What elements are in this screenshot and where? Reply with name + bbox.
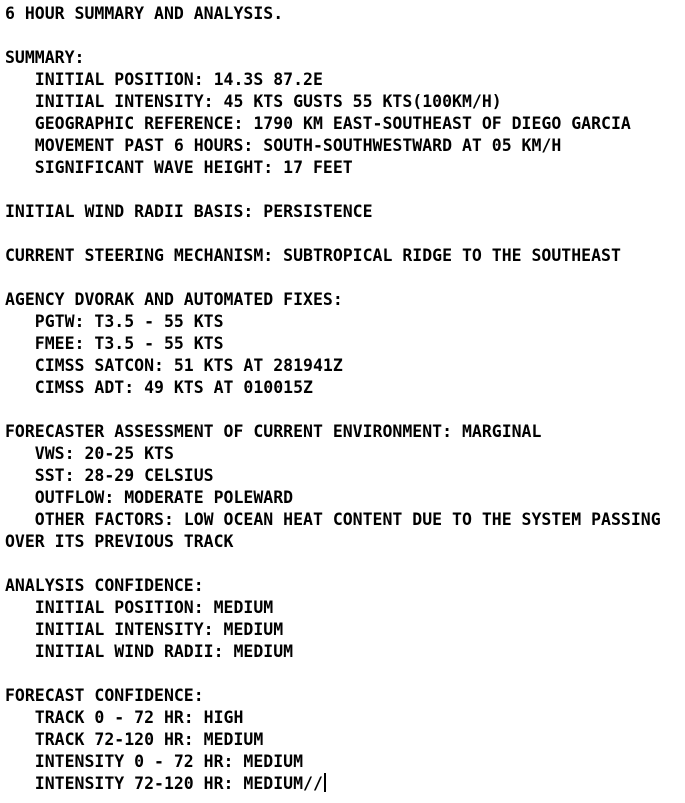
text-line: INITIAL POSITION: 14.3S 87.2E bbox=[5, 70, 323, 89]
text-caret bbox=[324, 773, 326, 792]
text-line: TRACK 0 - 72 HR: HIGH bbox=[5, 708, 244, 727]
text-line: CIMSS SATCON: 51 KTS AT 281941Z bbox=[5, 356, 343, 375]
text-line: CIMSS ADT: 49 KTS AT 010015Z bbox=[5, 378, 313, 397]
text-line: VWS: 20-25 KTS bbox=[5, 444, 174, 463]
text-line: CURRENT STEERING MECHANISM: SUBTROPICAL RIDGE TO THE SOUTHEAST bbox=[5, 246, 621, 265]
text-line: SIGNIFICANT WAVE HEIGHT: 17 FEET bbox=[5, 158, 353, 177]
text-line: SUMMARY: bbox=[5, 48, 85, 67]
text-line: INTENSITY 72-120 HR: MEDIUM// bbox=[5, 773, 680, 795]
section-header bbox=[5, 3, 680, 25]
section-environment-assessment bbox=[5, 421, 680, 553]
text-line: OTHER FACTORS: LOW OCEAN HEAT CONTENT DUE TO THE SYSTEM PASSING bbox=[5, 510, 661, 529]
text-line: MOVEMENT PAST 6 HOURS: SOUTH-SOUTHWESTWARD AT 05 KM/H bbox=[5, 136, 562, 155]
text-line: INTENSITY 0 - 72 HR: MEDIUM bbox=[5, 752, 304, 771]
text-line: OVER ITS PREVIOUS TRACK bbox=[5, 532, 234, 551]
text-line: INITIAL WIND RADII BASIS: PERSISTENCE bbox=[5, 202, 373, 221]
section-summary bbox=[5, 47, 680, 179]
text-line: 6 HOUR SUMMARY AND ANALYSIS. bbox=[5, 4, 284, 23]
text-line: FMEE: T3.5 - 55 KTS bbox=[5, 334, 224, 353]
section-agency-fixes bbox=[5, 289, 680, 399]
text-line: GEOGRAPHIC REFERENCE: 1790 KM EAST-SOUTHEAST OF DIEGO GARCIA bbox=[5, 114, 631, 133]
text-line: INITIAL POSITION: MEDIUM bbox=[5, 598, 274, 617]
text-line: SST: 28-29 CELSIUS bbox=[5, 466, 214, 485]
text-line: INITIAL INTENSITY: MEDIUM bbox=[5, 620, 284, 639]
text-line: OUTFLOW: MODERATE POLEWARD bbox=[5, 488, 294, 507]
text-line: INITIAL INTENSITY: 45 KTS GUSTS 55 KTS(100KM/H) bbox=[5, 92, 502, 111]
text-line: ANALYSIS CONFIDENCE: bbox=[5, 576, 204, 595]
text-line: INITIAL WIND RADII: MEDIUM bbox=[5, 642, 294, 661]
section-steering-mechanism bbox=[5, 245, 680, 267]
section-wind-radii-basis bbox=[5, 201, 680, 223]
text-line: AGENCY DVORAK AND AUTOMATED FIXES: bbox=[5, 290, 343, 309]
text-line: TRACK 72-120 HR: MEDIUM bbox=[5, 730, 264, 749]
text-line: FORECASTER ASSESSMENT OF CURRENT ENVIRONMENT: MARGINAL bbox=[5, 422, 542, 441]
text-line: FORECAST CONFIDENCE: bbox=[5, 686, 204, 705]
text-line: PGTW: T3.5 - 55 KTS bbox=[5, 312, 224, 331]
section-forecast-confidence bbox=[5, 685, 680, 795]
section-analysis-confidence bbox=[5, 575, 680, 663]
